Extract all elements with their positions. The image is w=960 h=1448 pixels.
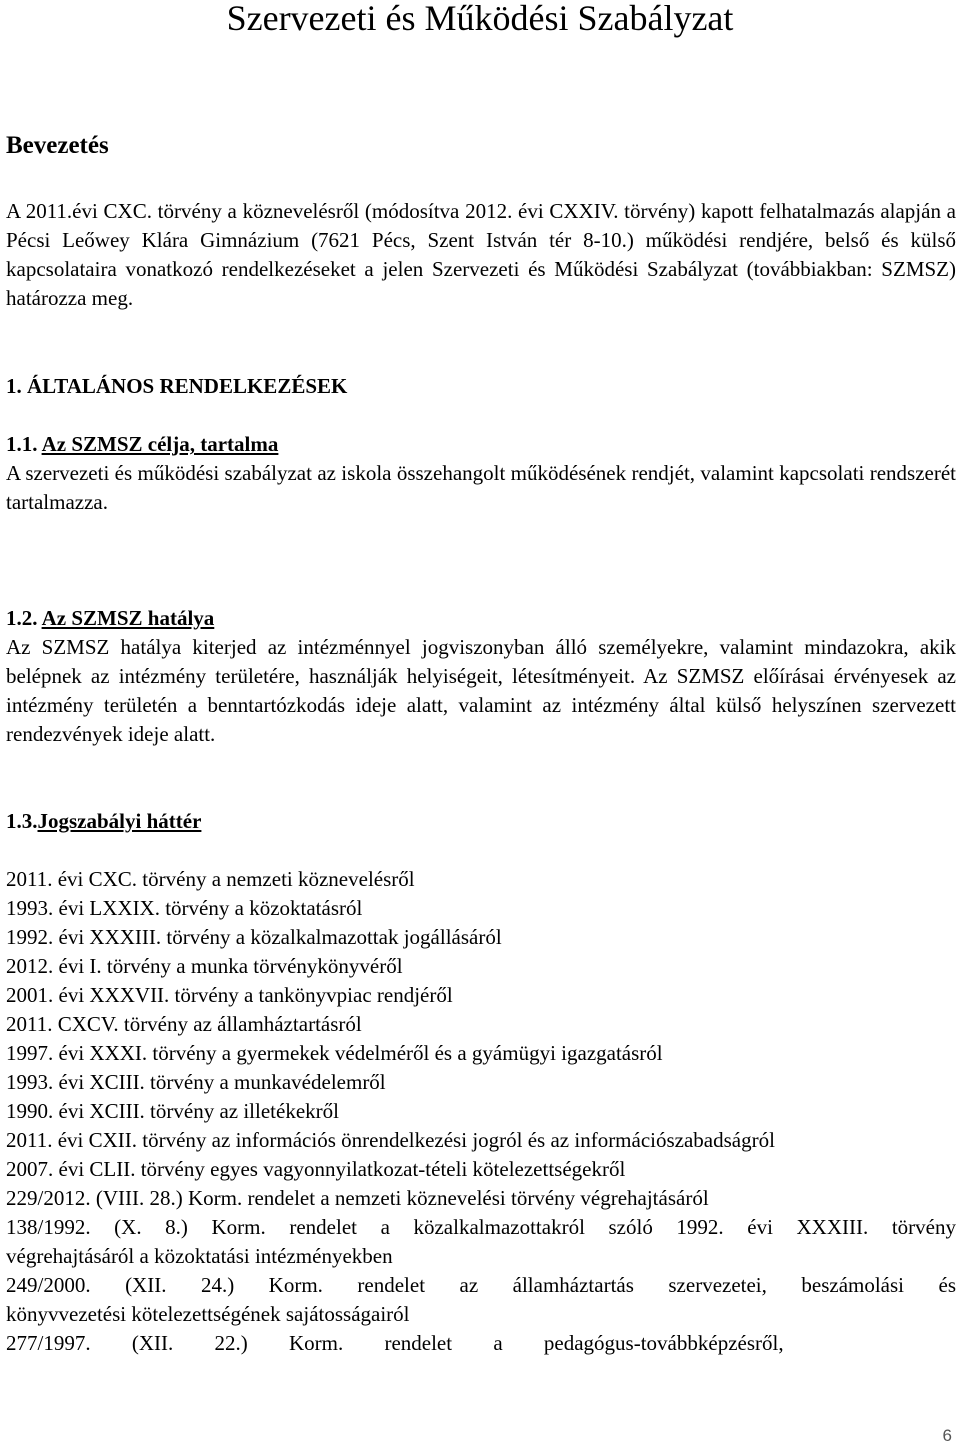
section-1-3-heading [6, 807, 956, 836]
law-item: 2011. évi CXC. törvény a nemzeti köznevelésről [6, 867, 415, 891]
section-1-3-number: 1.3. [6, 809, 38, 833]
law-item: 2011. évi CXII. törvény az információs önrendelkezési jogról és az információszabadságról [6, 1128, 775, 1152]
law-list [6, 865, 956, 1358]
section-1-heading: 1. ÁLTALÁNOS RENDELKEZÉSEK [6, 374, 348, 398]
law-item-138-line1: 138/1992. (X. 8.) Korm. rendelet a közalkalmazottakról szóló 1992. évi XXXIII. törvény [6, 1215, 956, 1239]
law-item-138-line2: végrehajtásáról a közoktatási intézményekben [6, 1244, 393, 1268]
law-item: 1993. évi LXXIX. törvény a közoktatásról [6, 896, 363, 920]
law-item: 2011. CXCV. törvény az államháztartásról [6, 1012, 362, 1036]
intro-paragraph: A 2011.évi CXC. törvény a köznevelésről (módosítva 2012. évi CXXIV. törvény) kapott felhatalmazás alapján a Pécsi Leőwey Klára Gimnázium (7621 Pécs, Szent István tér 8-10.) működési rendjére, belső és külső kapcsolataira vonatkozó rendelkezéseket a jelen Szervezeti és Működési Szabályzat (továbbiakban: SZMSZ) határozza meg. [6, 199, 956, 310]
law-item: 2007. évi CLII. törvény egyes vagyonnyilatkozat-tételi kötelezettségekről [6, 1157, 626, 1181]
law-item-249-line2: könyvvezetési kötelezettségének sajátosságairól [6, 1302, 410, 1326]
section-1-2-heading [6, 604, 956, 633]
section-1-1-number: 1.1. [6, 432, 38, 456]
law-item: 2012. évi I. törvény a munka törvénykönyvéről [6, 954, 403, 978]
section-1-1-heading [6, 430, 956, 459]
law-item: 1993. évi XCIII. törvény a munkavédelemről [6, 1070, 386, 1094]
law-item: 1992. évi XXXIII. törvény a közalkalmazottak jogállásáról [6, 925, 502, 949]
law-item: 1997. évi XXXI. törvény a gyermekek védelméről és a gyámügyi igazgatásról [6, 1041, 663, 1065]
section-1-1-title: Az SZMSZ célja, tartalma [41, 432, 279, 456]
section-1-2-title: Az SZMSZ hatálya [41, 606, 215, 630]
law-item: 2001. évi XXXVII. törvény a tankönyvpiac rendjéről [6, 983, 453, 1007]
section-1-1-paragraph: A szervezeti és működési szabályzat az iskola összehangolt működésének rendjét, valamint kapcsolati rendszerét tartalmazza. [6, 461, 956, 514]
section-1-3-title: Jogszabályi háttér [37, 809, 202, 833]
document-title: Szervezeti és Működési Szabályzat [226, 0, 734, 38]
section-1-2-paragraph: Az SZMSZ hatálya kiterjed az intézménnyel jogviszonyban álló személyekre, valamint mindazokra, akik belépnek az intézmény területére, használják helyiségeit, létesítményeit. Az SZMSZ előírásai érvényesek az intézmény területén a benntartózkodás ideje alatt, valamint az intézmény által külső helyszínen szervezett rendezvények ideje alatt. [6, 635, 956, 746]
section-1-2-number: 1.2. [6, 606, 38, 630]
law-item-277-line1: 277/1997. (XII. 22.) Korm. rendelet a pedagógus-továbbképzésről, [6, 1331, 784, 1355]
law-item: 229/2012. (VIII. 28.) Korm. rendelet a nemzeti köznevelési törvény végrehajtásáról [6, 1186, 709, 1210]
law-item-249-line1: 249/2000. (XII. 24.) Korm. rendelet az államháztartás szervezetei, beszámolási és [6, 1273, 956, 1297]
law-item: 1990. évi XCIII. törvény az illetékekről [6, 1099, 339, 1123]
intro-heading: Bevezetés [6, 132, 109, 159]
page-number: 6 [942, 1426, 952, 1445]
